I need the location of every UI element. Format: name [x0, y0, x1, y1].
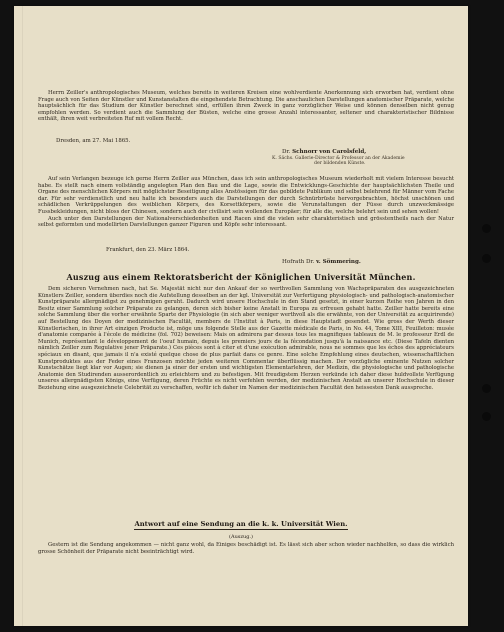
- testimonial-2-signature: [282, 259, 361, 266]
- testimonial-2-text-2: Auch unter den Darstellungen der Nationalverschiedenheiten und Racen sind die vielen sehr charakteristisch und grösstentheils nach der Natur selbst geformten und modellirten Darstellungen ganzer Figuren und Köpfe sehr interessant.: [38, 215, 454, 229]
- punch-hole: [482, 412, 491, 421]
- signature-prefix: Dr.: [282, 149, 291, 155]
- testimonial-1-text: Herrn Zeiller's anthropologisches Museum, welches bereits in weiteren Kreisen eine wohlverdiente Anerkennung sich erworben hat, verdient ohne Frage auch von Seiten der Künstler und Kunstanstalten die eingehendste Betrachtung. Die anschaulichen Darstellungen anatomischer Präparate, welche hauptsächlich für das Studium der Künstler berechnet sind, erfüllen ihren Zweck in ganz vorzüglicher Weise und können denselben nicht genug empfohlen werden. So verdient auch die Sammlung der Büsten, welche eine grosse Anzahl interessanter, seltener und charakteristischer Bildnisse enthält, ihren weit verbreiteten Ruf mit vollem Recht.: [38, 90, 454, 123]
- punch-hole: [482, 254, 491, 263]
- vienna-reply-heading: Antwort auf eine Sendung an die k. k. Universität Wien.: [134, 520, 348, 528]
- signature-name: Schnorr von Carolsfeld,: [292, 149, 367, 155]
- punch-hole: [482, 384, 491, 393]
- vienna-reply: [38, 542, 454, 555]
- rectorate-report-heading: Auszug aus einem Rektoratsbericht der Königlichen Universität München.: [66, 272, 416, 282]
- testimonial-1-date: Dresden, am 27. Mai 1865.: [56, 138, 131, 144]
- testimonial-1: [38, 90, 454, 123]
- page-edge-shadow: [22, 6, 23, 626]
- testimonial-2: [38, 176, 454, 229]
- testimonial-2-date: Frankfurt, den 23. März 1864.: [106, 247, 190, 253]
- vienna-reply-subheading: (Auszug.): [229, 534, 253, 540]
- testimonial-1-signature: [282, 149, 366, 156]
- signature-name: v. Sömmering.: [316, 259, 361, 265]
- signature-title-line-1: K. Sächs. Gallerie-Director & Professor an der Akademie: [272, 156, 405, 161]
- document-page: [14, 6, 468, 626]
- rectorate-report-text: Dem sicheren Vernehmen nach, hat Se. Majestät nicht nur den Ankauf der so werthvollen Sammlung von Wachspräparaten des ausgezeichneten Künstlers Zeiller, sondern überdies noch die Aufstellung desselben an der kgl. Universität zur Verfertigung physiologisch- und pathologisch-anatomischer Kunstpräparate allergnädigst zu genehmigen geruht. Dadurch wird unsere Hochschule in den Stand gesetzt, in einer kurzen Reihe von Jahren in den Besitz einer Sammlung solcher Präparate zu gelangen, deren sich bisher keine Anstalt in Europa zu erfreuen gehabt hatte. Zeiller hatte bereits eine solche Sammlung über die vorher erwähnte Sparte der Physiologie (in sich aber weniger werthvoll als die erwähnte, von der Universität zu acquirirende) auf Bestellung des Doyen der medizinischen Facultät, members de l'Institut à Paris, in diese Hauptstadt gesendet. Wie gross der Werth dieser Künstlerischen, in ihrer Art einzigen Producte ist, möge uns folgende Stelle aus der Gazette médicale de Paris, in No. 44, Tome XIII, Feuilleton: musée d'anatomie comparée à l'école de médicine (fol. 702) beweisen: Mais on admirera par dessus tous les magnifiques tableaux de M. le professeur Erdl de Munich, représentant le développement de l'oeuf humain, depuis les premiers jours de la fécondation jusqu'à la naissance etc. (Diese Tafeln dienten nämlich Zeiller zum Regulative jener Präparate.) Ces pièces sont à citer et d'une exécution admirable, nous ne sommes que les échos des appréciateurs spéciaux en disant, que jamais il n'a existé quelque chose de plus parfait dans ce genre. Eine solche Empfehlung eines deutschen, wissenschaftlichen Kunstproduktes aus der Feder eines Franzosen möchte jeden weiteren Commentar überflüssig machen. Der vorzügliche eminente Nutzen solcher Kunstschätze liegt klar vor Augen; sie dienen ja einer der ersten und wichtigsten Elementarlehren, der Medizin, die physiologische und pathologische Anatomie den Studirenden ausserordentlich zu erleichtern und zu befestigen. Mit freudigstem Herzen verkünde ich daher diese huldvollste Verfügung unseres allergnädigsten Königs, eine Verfügung, deren Früchte es nicht verfehlen werden, der medizinischen Anstalt an unserer Hochschule in dieser Beziehung eine ausgezeichnete Celebrität zu verschaffen, wofür ich daher im Namen der medizinischen Facultät den heissesten Dank ausspreche.: [38, 286, 454, 391]
- signature-prefix: Hofrath Dr.: [282, 259, 315, 265]
- testimonial-2-text: Auf sein Verlangen bezeuge ich gerne Herrn Zeiller aus München, dass ich sein anthropologisches Museum wiederholt mit vielem Interesse besucht habe. Es stellt nach einem vollständig angelegten Plan den Bau und die Lage, sowie die Entwicklungs-Geschichte der hauptsächlichsten Theile und Organe des menschlichen Körpers mit möglichster Beseitigung alles Anstössigen für das gebildete Publikum und selbst belehrend für Männer vom Fache dar. Für sehr verdienstlich und neu halte ich besonders auch die Darstellungen der durch Schnürbrüste hervorgebrachten, höchst unschönen und schädlichen Verkrüppelungen des weiblichen Körpers, des Korsettkörpers, sowie die Verunstaltungen der Füsse durch unzweckmässige Fussbekleidungen, nicht bloss der Chinesen, sondern auch der civilisirt sein wollenden Europäer; für alle die, welche belehrt sein und sehen wollen!: [38, 176, 454, 215]
- signature-title-line-2: der bildenden Künste.: [314, 161, 366, 166]
- heading-underline: [134, 529, 348, 530]
- vienna-reply-text: Gestern ist die Sendung angekommen — nicht ganz wohl, da Einiges beschädigt ist. Es lässt sich aber schon wieder nachhelfen, so dass die wirklich grosse Schönheit der Präparate nicht beeinträchtigt wird.: [38, 542, 454, 555]
- rectorate-report: [38, 286, 454, 392]
- punch-hole: [482, 224, 491, 233]
